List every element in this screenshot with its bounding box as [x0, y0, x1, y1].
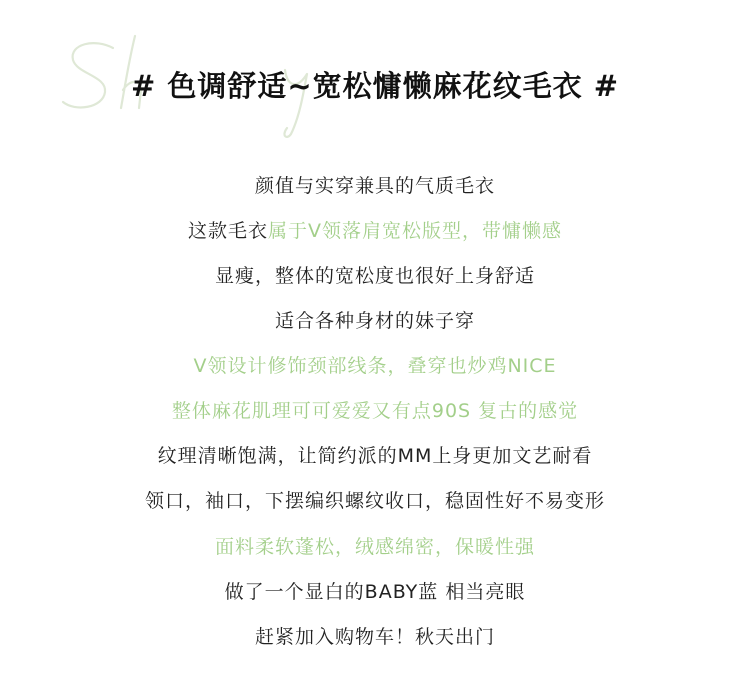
highlight-text: 整体麻花肌理可可爱爱又有点90S 复古的感觉	[171, 400, 579, 422]
body-text: 适合各种身材的妹子穿	[274, 310, 475, 332]
description-line	[0, 216, 750, 243]
body-text: 这款毛衣	[187, 220, 268, 242]
description-line	[0, 261, 750, 288]
description-line	[0, 486, 750, 513]
body-text: 做了一个显白的BABY蓝 相当亮眼	[224, 581, 526, 603]
description-line	[0, 396, 750, 423]
highlight-text: V领设计修饰颈部线条，叠穿也炒鸡NICE	[193, 355, 557, 377]
body-text: 颜值与实穿兼具的气质毛衣	[254, 175, 495, 197]
highlight-text: 属于V领落肩宽松版型，带慵懒感	[268, 220, 562, 242]
description-line	[0, 441, 750, 468]
highlight-text: 面料柔软蓬松，绒感绵密，保暖性强	[214, 536, 535, 558]
description-line	[0, 532, 750, 559]
body-text: 纹理清晰饱满，让简约派的MM上身更加文艺耐看	[157, 445, 593, 467]
description-line	[0, 306, 750, 333]
description-line	[0, 351, 750, 378]
description-line	[0, 171, 750, 198]
description-line	[0, 577, 750, 604]
description-line	[0, 622, 750, 649]
page-title: # 色调舒适~宽松慵懒麻花纹毛衣 #	[130, 69, 620, 103]
body-text: 显瘦，整体的宽松度也很好上身舒适	[214, 265, 535, 287]
body-text: 赶紧加入购物车！秋天出门	[254, 626, 495, 648]
body-text: 领口，袖口，下摆编织螺纹收口，稳固性好不易变形	[144, 490, 605, 512]
